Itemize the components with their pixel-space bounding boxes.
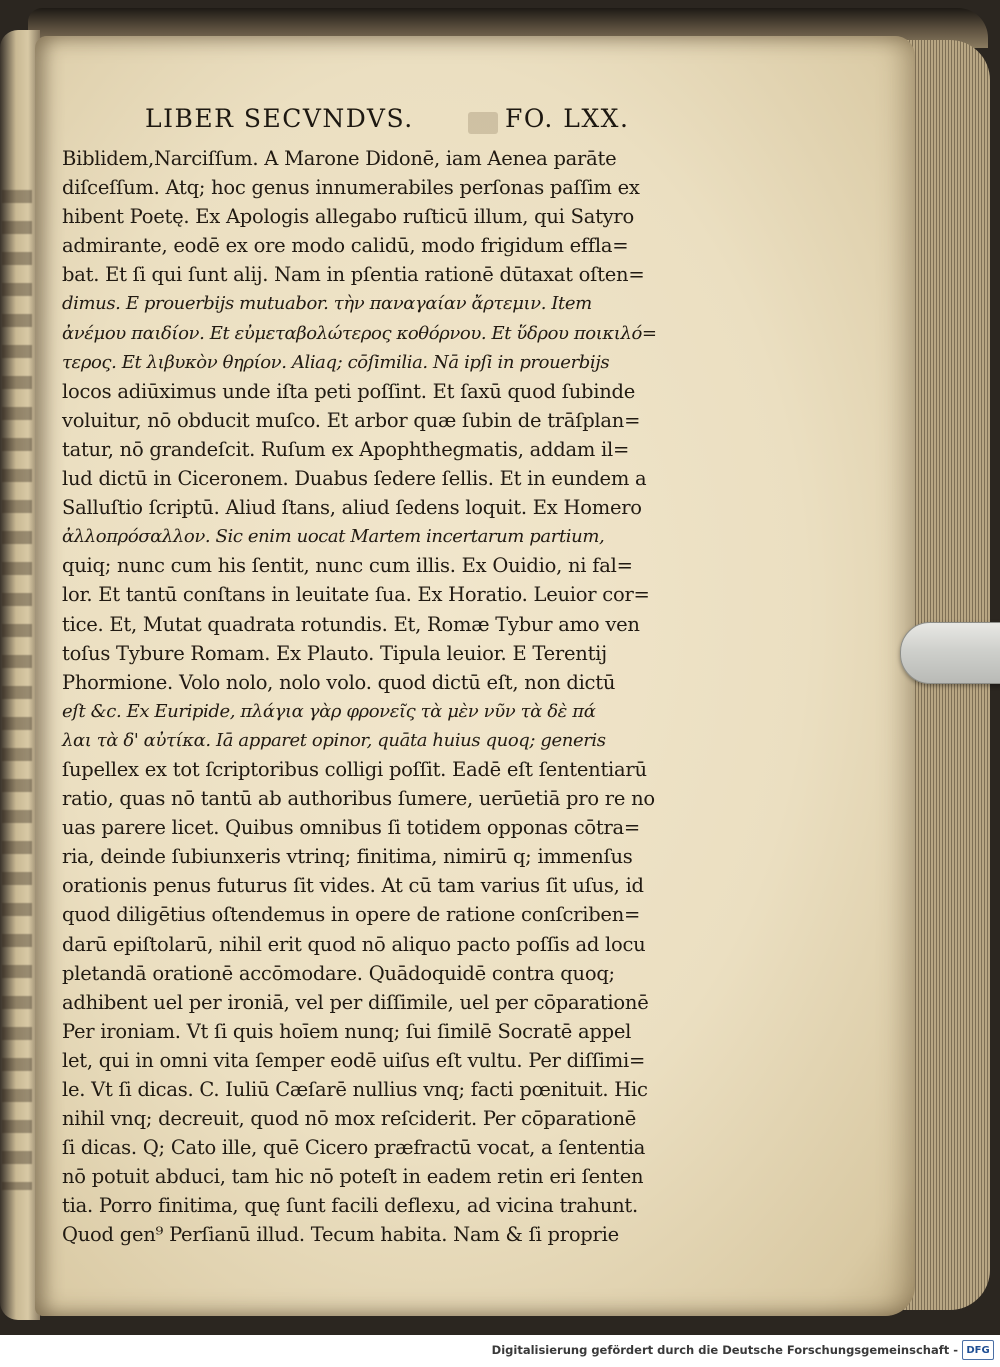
text-line: bat. Et ſi qui ſunt alij. Nam in pſentia rationē dūtaxat oſten=: [62, 263, 645, 287]
text-line: orationis penus futurus ſit vides. At cū tam varius ſit uſus, id: [62, 874, 644, 898]
text-line: ſi dicas. Q; Cato ille, quē Cicero præfractū vocat, a ſententia: [62, 1136, 646, 1160]
previous-page-text-bleed: [2, 190, 32, 1190]
text-line: tice. Et, Mutat quadrata rotundis. Et, Romæ Tybur amo ven: [62, 612, 640, 636]
text-line: ἀλλοπρόσαλλον. Sic enim uocat Martem incertarum partium,: [62, 526, 605, 548]
text-line: lud dictū in Ciceronem. Duabus ſedere ſellis. Et in eundem a: [62, 467, 647, 491]
text-line: voluitur, nō obducit muſco. Et arbor quæ ſubin de trāſplan=: [62, 408, 641, 432]
text-line: ἀνέμου παιδίον. Et εὐμεταβολώτερος κοθόρνου. Et ὕδρου ποικιλό=: [62, 322, 657, 344]
text-line: diſceſſum. Atq; hoc genus innumerabiles perſonas paſſim ex: [62, 176, 640, 200]
running-head: [145, 104, 645, 144]
text-line: eſt &c. Ex Euripide, πλάγια γὰρ φρονεῖς τὰ μὲν νῦν τὰ δὲ πά: [62, 700, 596, 722]
text-line: ria, deinde ſubiunxeris vtrinq; finitima, nimirū q; immenſus: [62, 845, 633, 869]
text-line: dimus. E prouerbijs mutuabor. τὴν παναγαίαν ἄρτεμιν. Item: [62, 293, 592, 315]
text-line: let, qui in omni vita ſemper eodē uiſus eſt vultu. Per diſſimi=: [62, 1048, 646, 1072]
text-line: nō potuit abduci, tam hic nō poteſt in eadem retin eri ſenten: [62, 1165, 644, 1189]
text-line: pletandā orationē accōmodare. Quādoquidē contra quoq;: [62, 961, 615, 985]
text-line: Per ironiam. Vt ſi quis hoīem nunq; ſui ſimilē Socratē appel: [62, 1019, 632, 1043]
body-text: [62, 144, 712, 1250]
text-line: lor. Et tantū conſtans in leuitate ſua. Ex Horatio. Leuior cor=: [62, 583, 650, 607]
text-line: Phormione. Volo nolo, nolo volo. quod dictū eſt, non dictū: [62, 670, 616, 694]
text-line: quod diligētius oſtendemus in opere de ratione conſcriben=: [62, 903, 641, 927]
text-line: uas parere licet. Quibus omnibus ſi totidem opponas cōtra=: [62, 816, 641, 840]
text-line: quiq; nunc cum his ſentit, nunc cum illis. Ex Ouidio, ni fal=: [62, 554, 633, 578]
text-line: toſus Tybure Romam. Ex Plauto. Tipula leuior. E Terentij: [62, 641, 607, 665]
text-line: admirante, eodē ex ore modo calidū, modo frigidum effla=: [62, 234, 629, 258]
text-line: le. Vt ſi dicas. C. Iuliū Cæſarē nullius vnq; facti pœnituit. Hic: [62, 1078, 648, 1101]
text-line: tatur, nō grandeſcit. Ruſum ex Apophthegmatis, addam il=: [62, 437, 630, 461]
ink-smudge: [468, 112, 498, 134]
text-line: Quod gen⁹ Perſianū illud. Tecum habita. Nam & ſi proprie: [62, 1223, 619, 1247]
page-holder-clip: [900, 622, 1000, 684]
previous-page-edge: [0, 30, 40, 1320]
text-line: λαι τὰ δ' αὐτίκα. Iā apparet opinor, quāta huius quoq; generis: [62, 729, 606, 751]
footer-credit: Digitalisierung gefördert durch die Deutsche Forschungsgemeinschaft -: [491, 1343, 958, 1357]
dfg-logo: DFG: [962, 1340, 994, 1360]
text-line: hibent Poetę. Ex Apologis allegabo ruſticū illum, qui Satyro: [62, 205, 634, 229]
text-line: ratio, quas nō tantū ab authoribus ſumere, uerūetiā pro re no: [62, 787, 655, 811]
text-line: locos adiūximus unde iſta peti poſſint. Et ſaxū quod ſubinde: [62, 379, 636, 403]
running-head-title: LIBER SECVNDVS.: [145, 104, 414, 133]
text-line: adhibent uel per ironiā, vel per diſſimile, uel per cōparationē: [62, 990, 649, 1014]
text-line: nihil vnq; decreuit, quod nō mox reſciderit. Per cōparationē: [62, 1107, 637, 1131]
folio-number: FO. LXX.: [505, 104, 630, 133]
text-line: tia. Porro finitima, quę ſunt facili deflexu, ad vicina trahunt.: [62, 1194, 638, 1218]
text-line: Biblidem,Narciſſum. A Marone Didonē, iam Aenea parāte: [62, 147, 617, 170]
footer-bar: [0, 1335, 1000, 1367]
text-line: τερος. Et λιβυκὸν θηρίον. Aliaq; cōſimilia. Nā ipſi in prouerbijs: [62, 351, 610, 373]
text-line: ſupellex ex tot ſcriptoribus colligi poſſit. Eadē eſt ſententiarū: [62, 757, 647, 781]
text-line: darū epiſtolarū, nihil erit quod nō aliquo pacto poſſis ad locu: [62, 932, 646, 956]
text-line: Salluſtio ſcriptū. Aliud ſtans, aliud ſedens loquit. Ex Homero: [62, 496, 642, 520]
